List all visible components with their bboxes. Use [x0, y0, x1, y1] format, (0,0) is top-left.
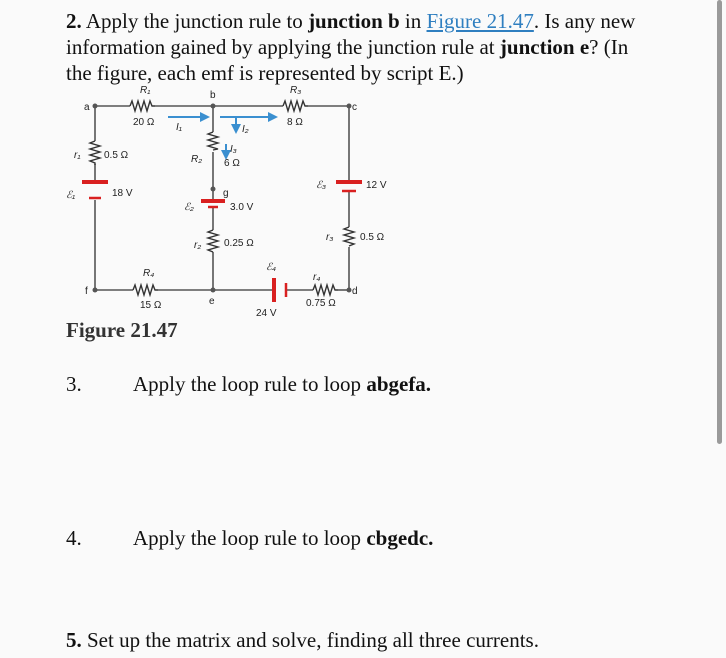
R4-name: R₄	[143, 268, 155, 279]
item-4-number: 4.	[66, 526, 82, 550]
node-d-label: d	[352, 286, 358, 297]
battery-E3	[336, 182, 362, 191]
question-2-number: 2.	[66, 9, 82, 33]
circuit-diagram	[58, 84, 398, 320]
battery-E4	[274, 278, 286, 302]
junction-e-label: junction e	[499, 35, 590, 59]
E2-value: 3.0 V	[230, 202, 254, 213]
R1-value: 20 Ω	[133, 117, 155, 128]
resistor-r4	[313, 285, 338, 295]
E4-name: ℰ₄	[266, 262, 277, 273]
node-e-label: e	[209, 296, 215, 307]
wires	[95, 106, 349, 290]
R3-name: R₃	[290, 85, 302, 96]
node-a-label: a	[84, 102, 90, 113]
item-3-loop: abgefa.	[366, 372, 432, 396]
item-3	[133, 372, 431, 397]
item-5-number: 5.	[66, 628, 82, 652]
r4-value: 0.75 Ω	[306, 298, 336, 309]
node-g-label: g	[223, 188, 229, 199]
r3-value: 0.5 Ω	[360, 232, 385, 243]
current-I2-label: I₂	[242, 124, 249, 135]
r1-name: r₁	[74, 150, 81, 161]
figure-caption: Figure 21.47	[66, 318, 178, 342]
junction-b-label: junction b	[308, 9, 400, 33]
item-3-text: Apply the loop rule to loop	[133, 372, 367, 396]
item-4-text: Apply the loop rule to loop	[133, 526, 367, 550]
r2-value: 0.25 Ω	[224, 238, 254, 249]
item-4-loop: cbgedc.	[366, 526, 434, 550]
node-b-label: b	[210, 90, 216, 101]
current-I1-label: I₁	[176, 122, 182, 133]
node-c-label: c	[352, 102, 357, 113]
r4-name: r₄	[313, 272, 321, 283]
resistor-R2	[208, 132, 218, 150]
question-2-text: . Is any new information gained by applying the junction rule at	[66, 9, 636, 59]
E3-value: 12 V	[366, 180, 387, 191]
E1-name: ℰ₁	[66, 190, 76, 201]
R3-value: 8 Ω	[287, 117, 303, 128]
battery-E2	[201, 201, 225, 207]
resistor-r3	[344, 227, 354, 246]
E2-name: ℰ₂	[184, 202, 194, 213]
E1-value: 18 V	[112, 188, 133, 199]
R2-name: R₂	[191, 154, 203, 165]
battery-E1	[82, 182, 108, 198]
E3-name: ℰ₃	[316, 180, 327, 191]
item-5-text: Set up the matrix and solve, finding all three currents.	[81, 628, 539, 652]
R1-name: R₁	[140, 85, 151, 96]
R4-value: 15 Ω	[140, 300, 162, 311]
R2-value: 6 Ω	[224, 158, 240, 169]
scrollbar[interactable]	[717, 0, 722, 444]
item-5	[66, 628, 539, 653]
question-2-text: Apply the junction rule to	[81, 9, 309, 33]
question-2-text: ? (In the figure, each emf is represented by script E.)	[66, 35, 629, 85]
r3-name: r₃	[326, 232, 334, 243]
resistor-R1	[130, 101, 155, 111]
question-2-text: in	[399, 9, 427, 33]
resistor-r2	[208, 230, 218, 252]
r2-name: r₂	[194, 240, 202, 251]
item-4	[133, 526, 433, 551]
r1-value: 0.5 Ω	[104, 150, 129, 161]
resistor-R4	[133, 285, 158, 295]
current-I3-label: I₃	[230, 144, 237, 155]
E4-value: 24 V	[256, 308, 277, 319]
item-3-number: 3.	[66, 372, 82, 396]
figure-link[interactable]: Figure 21.47	[426, 9, 534, 33]
resistor-r1	[90, 141, 100, 165]
resistor-R3	[283, 101, 308, 111]
question-2	[66, 8, 656, 86]
node-f-label: f	[85, 286, 88, 297]
